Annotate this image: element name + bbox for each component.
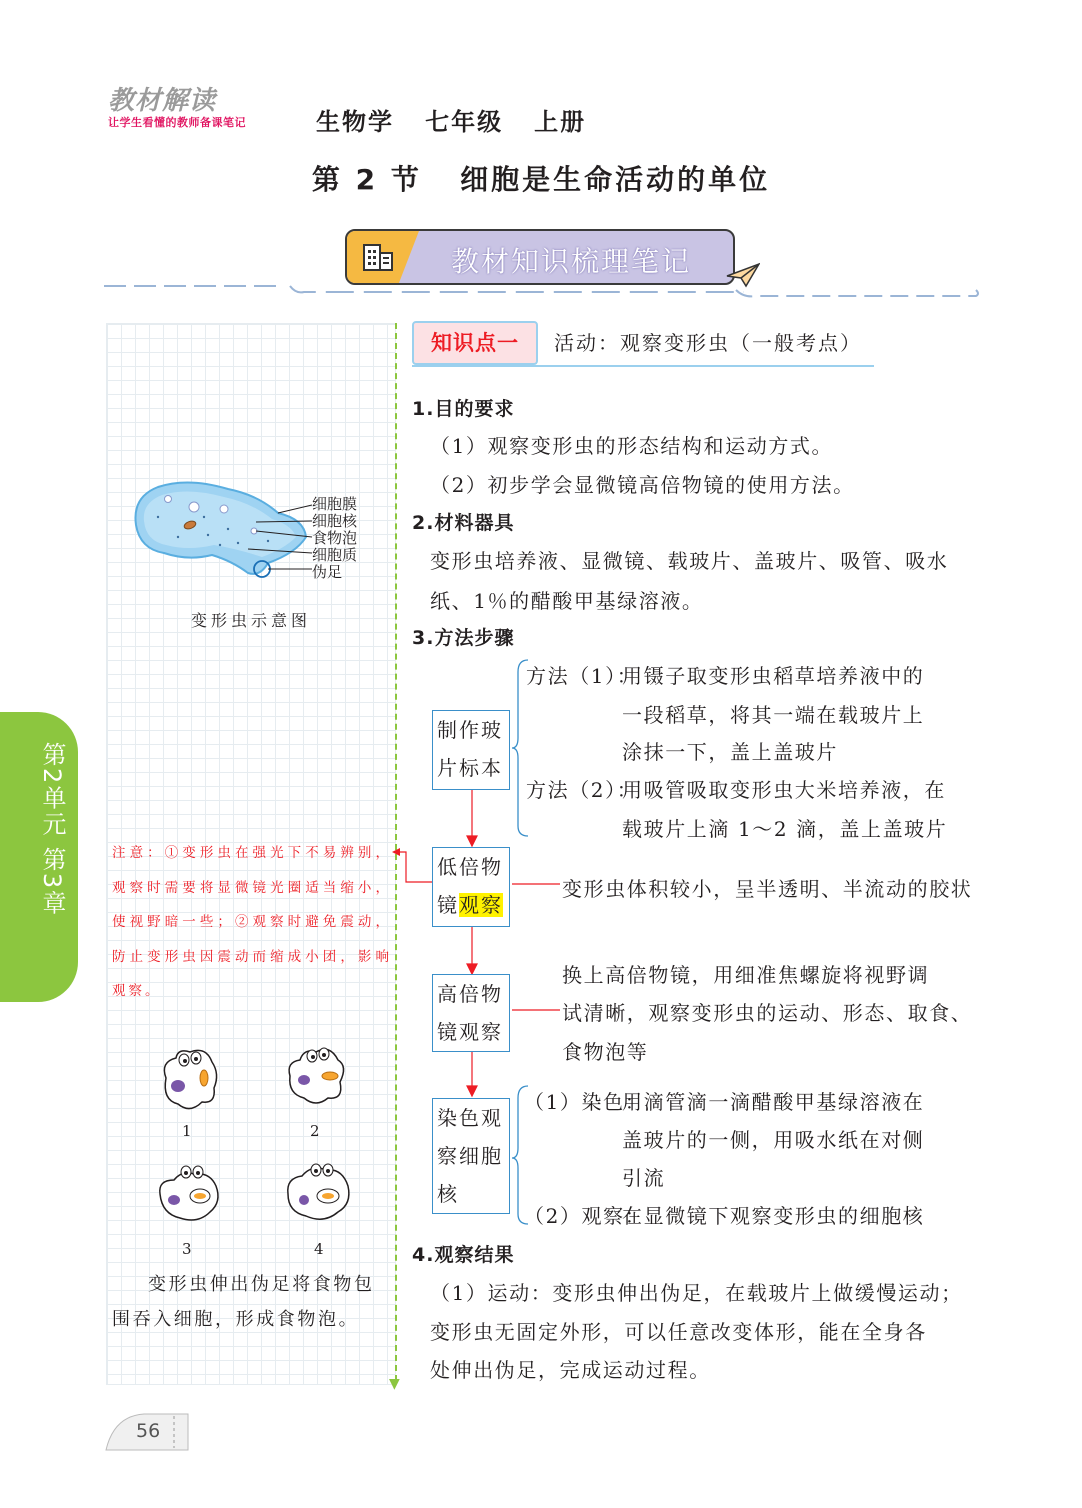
book-title: 生物学 七年级 上册 bbox=[316, 107, 587, 136]
knowledge-point-title: 活动：观察变形虫（一般考点） bbox=[554, 331, 862, 355]
results-line: 变形虫无固定外形，可以任意改变体形，能在全身各 bbox=[430, 1320, 927, 1344]
chevron-down-icon: ▼ bbox=[389, 1376, 400, 1392]
method-2-label: 方法（2）： bbox=[526, 778, 639, 802]
step-label-line: 制作玻 bbox=[437, 718, 503, 742]
heading-objectives: 1.目的要求 bbox=[412, 398, 515, 420]
results-line: 处伸出伪足，完成运动过程。 bbox=[430, 1358, 711, 1382]
label-food-vacuole: 食物泡 bbox=[312, 529, 358, 547]
cartoon-number: 1 bbox=[182, 1122, 192, 1140]
step-label-text: 镜 bbox=[437, 893, 459, 917]
brand-logo: 教材解读 bbox=[108, 86, 217, 116]
high-power-line: 食物泡等 bbox=[562, 1040, 649, 1064]
materials-line: 纸、1％的醋酸甲基绿溶液。 bbox=[430, 589, 704, 613]
chapter-side-tab-label: 第2单元 第3章 bbox=[38, 742, 66, 917]
high-power-line: 换上高倍物镜，用细准焦螺旋将视野调 bbox=[562, 963, 930, 987]
cartoon-caption: 变形虫伸出伪足将食物包围吞入细胞，形成食物泡。 bbox=[112, 1274, 375, 1330]
stain-label: （1）染色： bbox=[524, 1090, 647, 1114]
method-1-label: 方法（1）： bbox=[526, 664, 639, 688]
observation-note: 注意：①变形虫在强光下不易辨别，观察时需要将显微镜光圈适当缩小，使视野暗一些；②观察时避免震动，防止变形虫因震动而缩成小团，影响观察。 bbox=[112, 845, 392, 999]
label-cell-membrane: 细胞膜 bbox=[312, 495, 358, 513]
method-1-line: 一段稻草，将其一端在载玻片上 bbox=[622, 703, 925, 727]
stain-line: 用滴管滴一滴醋酸甲基绿溶液在 bbox=[622, 1090, 925, 1114]
observe-label: （2）观察： bbox=[524, 1204, 647, 1228]
step-label-line: 片标本 bbox=[437, 756, 503, 780]
label-cytoplasm: 细胞质 bbox=[312, 546, 358, 564]
knowledge-point-tag: 知识点一 bbox=[412, 321, 538, 365]
low-power-description: 变形虫体积较小，呈半透明、半流动的胶状 bbox=[562, 877, 973, 901]
step-high-power bbox=[432, 974, 510, 1052]
method-1-line: 用镊子取变形虫稻草培养液中的 bbox=[622, 664, 925, 688]
heading-results: 4.观察结果 bbox=[412, 1244, 515, 1266]
page-number: 56 bbox=[136, 1420, 161, 1442]
step-label-line: 察细胞 bbox=[437, 1144, 503, 1168]
method-2-line: 载玻片上滴 1～2 滴，盖上盖玻片 bbox=[622, 817, 948, 841]
step-make-slide bbox=[432, 710, 510, 790]
step-label-line: 低倍物 bbox=[437, 855, 503, 879]
brand-tagline: 让学生看懂的教师备课笔记 bbox=[108, 116, 246, 129]
materials-line: 变形虫培养液、显微镜、载玻片、盖玻片、吸管、吸水 bbox=[430, 549, 949, 573]
cartoon-number: 4 bbox=[314, 1240, 324, 1258]
heading-procedure: 3.方法步骤 bbox=[412, 627, 515, 649]
step-label-line: 核 bbox=[437, 1182, 459, 1206]
method-1-line: 涂抹一下，盖上盖玻片 bbox=[622, 740, 838, 764]
stain-line: 引流 bbox=[622, 1166, 666, 1190]
cartoon-number: 3 bbox=[182, 1240, 192, 1258]
objective-item: （2）初步学会显微镜高倍物镜的使用方法。 bbox=[430, 473, 855, 497]
label-nucleus: 细胞核 bbox=[312, 512, 358, 530]
method-2-line: 用吸管吸取变形虫大米培养液，在 bbox=[622, 778, 946, 802]
banner-text: 教材知识梳理笔记 bbox=[451, 245, 692, 278]
section-title: 第 2 节 细胞是生命活动的单位 bbox=[311, 163, 771, 196]
observe-text: 在显微镜下观察变形虫的细胞核 bbox=[622, 1204, 925, 1228]
results-line: （1）运动：变形虫伸出伪足，在载玻片上做缓慢运动； bbox=[430, 1281, 963, 1305]
step-label-line: 染色观 bbox=[437, 1106, 503, 1130]
high-power-line: 试清晰，观察变形虫的运动、形态、取食、 bbox=[562, 1001, 973, 1025]
objective-item: （1）观察变形虫的形态结构和运动方式。 bbox=[430, 434, 834, 458]
step-label-line: 高倍物 bbox=[437, 982, 503, 1006]
figure-caption: 变形虫示意图 bbox=[190, 611, 311, 630]
heading-materials: 2.材料器具 bbox=[412, 512, 515, 534]
stain-line: 盖玻片的一侧，用吸水纸在对侧 bbox=[622, 1128, 925, 1152]
step-low-power bbox=[432, 847, 510, 927]
step-label-line bbox=[437, 886, 509, 924]
step-stain-nucleus bbox=[432, 1098, 510, 1214]
cartoon-number: 2 bbox=[310, 1122, 320, 1140]
label-pseudopod: 伪足 bbox=[312, 563, 343, 581]
step-label-line: 镜观察 bbox=[437, 1020, 503, 1044]
highlighted-text: 观察 bbox=[459, 893, 503, 917]
